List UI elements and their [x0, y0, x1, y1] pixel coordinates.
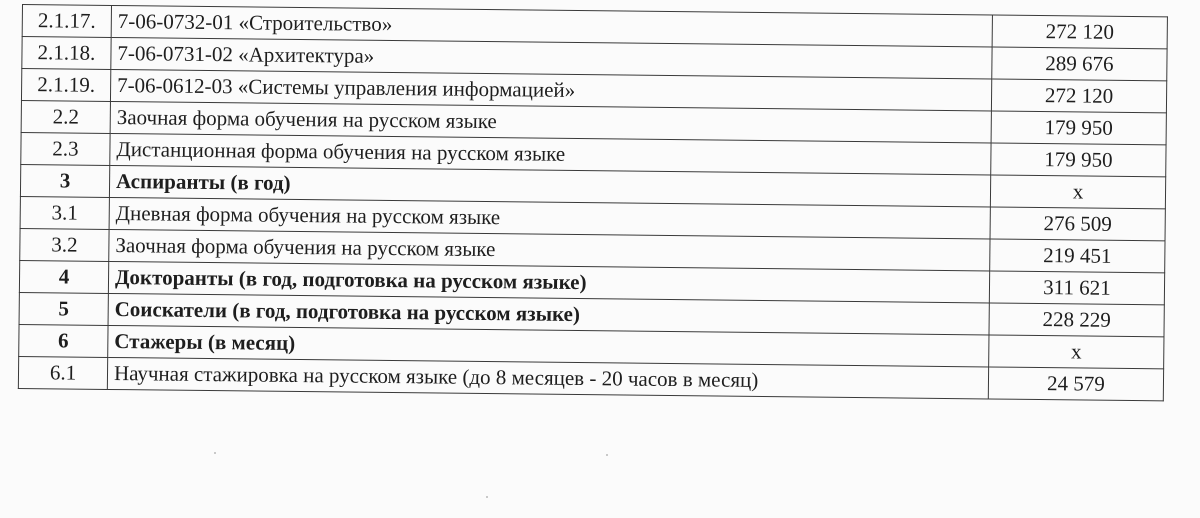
row-description: Научная стажировка на русском языке (до 8 месяцев - 20 часов в месяц): [107, 357, 988, 399]
row-number: 2.1.17.: [22, 5, 111, 38]
row-price: 289 676: [992, 47, 1167, 81]
row-number: 3.2: [20, 228, 109, 261]
row-description: 7-06-0612-03 «Системы управления информацией»: [110, 69, 991, 111]
row-description: Дистанционная форма обучения на русском языке: [110, 133, 991, 175]
row-price: 311 621: [989, 271, 1164, 305]
row-description: Стажеры (в месяц): [108, 325, 989, 367]
row-description: Дневная форма обучения на русском языке: [109, 197, 990, 239]
row-number: 6.1: [18, 356, 107, 389]
row-description: Аспиранты (в год): [109, 165, 990, 207]
row-number: 3: [20, 164, 109, 197]
row-price: 276 509: [990, 207, 1165, 241]
row-description: 7-06-0731-02 «Архитектура»: [111, 37, 992, 79]
row-price: 179 950: [991, 143, 1166, 177]
row-number: 2.1.18.: [22, 37, 111, 70]
row-price: 272 120: [992, 15, 1167, 49]
row-number: 5: [19, 292, 108, 325]
row-price: 272 120: [991, 79, 1166, 113]
row-number: 2.2: [21, 100, 110, 133]
tuition-price-table: [18, 4, 1168, 401]
row-price: 179 950: [991, 111, 1166, 145]
row-number: 2.3: [21, 132, 110, 165]
row-price: х: [989, 335, 1164, 369]
scan-speck: [606, 454, 608, 456]
row-description: Докторанты (в год, подготовка на русском языке): [108, 261, 989, 303]
row-price: х: [990, 175, 1165, 209]
row-price: 228 229: [989, 303, 1164, 337]
row-description: Заочная форма обучения на русском языке: [109, 229, 990, 271]
row-number: 4: [19, 260, 108, 293]
row-description: 7-06-0732-01 «Строительство»: [111, 5, 992, 47]
row-price: 219 451: [990, 239, 1165, 273]
row-description: Соискатели (в год, подготовка на русском языке): [108, 293, 989, 335]
scan-speck: [486, 496, 488, 498]
row-price: 24 579: [988, 367, 1163, 401]
scan-speck: [214, 452, 216, 454]
row-description: Заочная форма обучения на русском языке: [110, 101, 991, 143]
row-number: 6: [19, 324, 108, 357]
row-number: 3.1: [20, 196, 109, 229]
row-number: 2.1.19.: [21, 69, 110, 102]
